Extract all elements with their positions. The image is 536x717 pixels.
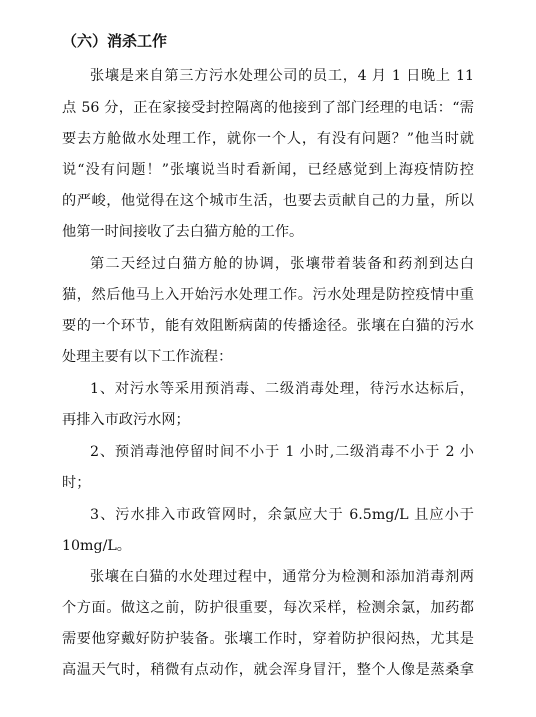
- paragraph-2-line-4: 处理主要有以下工作流程：: [62, 349, 233, 365]
- item-2-line-2: 时；: [62, 475, 91, 491]
- paragraph-2-line-2: 猫，然后他马上入开始污水处理工作。污水处理是防控疫情中重: [62, 287, 474, 303]
- item-1-line-2: 再排入市政污水网；: [62, 412, 190, 428]
- item-2-line-1: 2、预消毒池停留时间不小于 1 小时,二级消毒不小于 2 小: [90, 444, 474, 460]
- paragraph-2-line-3: 要的一个环节，能有效阻断病菌的传播途径。张壤在白猫的污水: [62, 318, 474, 334]
- paragraph-1-line-4: 说“没有问题！”张壤说当时看新闻，已经感觉到上海疫情防控: [62, 162, 474, 178]
- section-heading: （六）消杀工作: [62, 32, 168, 50]
- paragraph-3-line-1: 张壤在白猫的水处理过程中，通常分为检测和添加消毒剂两: [90, 569, 474, 585]
- paragraph-3-line-2: 个方面。做这之前，防护很重要，每次采样，检测余氯，加药都: [62, 600, 474, 616]
- paragraph-1-line-1: 张壤是来自第三方污水处理公司的员工，4 月 1 日晚上 11: [90, 68, 474, 84]
- item-3-line-1: 3、污水排入市政管网时，余氯应大于 6.5mg/L 且应小于: [90, 507, 474, 523]
- paragraph-1-line-6: 他第一时间接收了去白猫方舱的工作。: [62, 224, 304, 240]
- paragraph-3-line-4: 高温天气时，稍微有点动作，就会浑身冒汗，整个人像是蒸桑拿: [62, 662, 474, 678]
- item-3-line-2: 10mg/L。: [62, 538, 131, 554]
- item-1-line-1: 1、对污水等采用预消毒、二级消毒处理，待污水达标后，: [90, 381, 474, 397]
- paragraph-2-line-1: 第二天经过白猫方舱的协调，张壤带着装备和药剂到达白: [90, 256, 474, 272]
- paragraph-1-line-2: 点 56 分，正在家接受封控隔离的他接到了部门经理的电话：“需: [62, 100, 474, 116]
- paragraph-1-line-5: 的严峻，他觉得在这个城市生活，也要去贡献自己的力量，所以: [62, 193, 474, 209]
- paragraph-3-line-3: 需要他穿戴好防护装备。张壤工作时，穿着防护很闷热，尤其是: [62, 631, 474, 647]
- paragraph-1-line-3: 要去方舱做水处理工作，就你一个人，有没有问题？”他当时就: [62, 131, 474, 147]
